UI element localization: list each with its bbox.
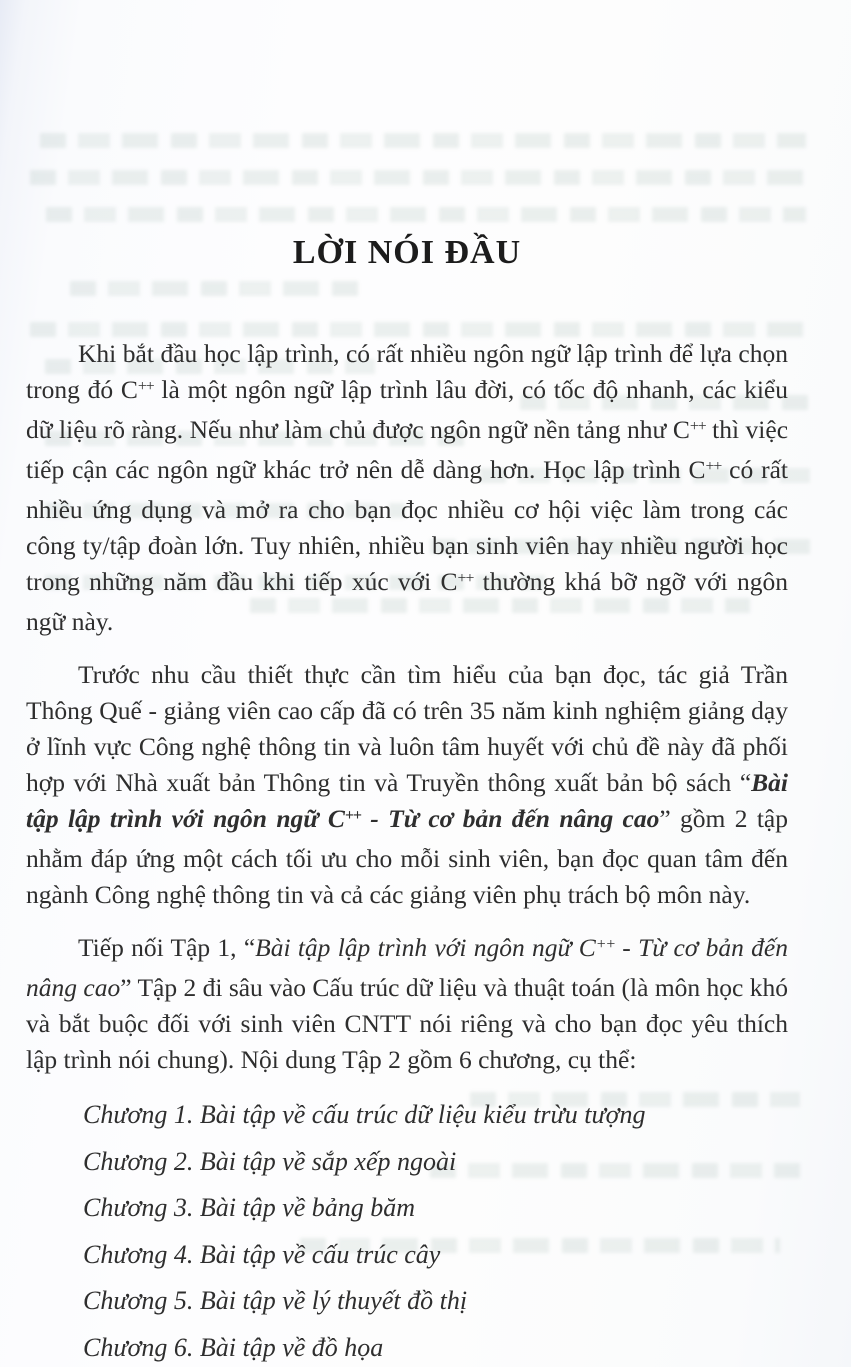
chapter-item: Chương 4. Bài tập về cấu trúc cây [83, 1239, 441, 1269]
chapter-item: Chương 3. Bài tập về bảng băm [83, 1193, 416, 1222]
chapter-list [26, 1092, 788, 1367]
chapter-item: Chương 2. Bài tập về sắp xếp ngoài [83, 1146, 457, 1176]
page-content [26, 0, 788, 1367]
page-title: LỜI NÓI ĐẦU [292, 234, 522, 271]
chapter-item: Chương 5. Bài tập về lý thuyết đồ thị [83, 1286, 468, 1315]
paragraph-intro-cpp: Khi bắt đầu học lập trình, có rất nhiều ngôn ngữ lập trình để lựa chọn trong đó C++ là một ngôn ngữ lập trình lâu đời, có tốc độ nhanh, các kiểu dữ liệu rõ ràng. Nếu như làm chủ được ngôn ngữ nền tảng như C++ thì việc tiếp cận các ngôn ngữ khác trở nên dễ dàng hơn. Học lập trình C++ có rất nhiều ứng dụng và mở ra cho bạn đọc nhiều cơ hội việc làm trong các công ty/tập đoàn lớn. Tuy nhiên, nhiều bạn sinh viên hay nhiều người học trong những năm đầu khi tiếp xúc với C++ thường khá bỡ ngỡ với ngôn ngữ này. [26, 339, 789, 636]
paragraph-author-series: Trước nhu cầu thiết thực cần tìm hiểu của bạn đọc, tác giả Trần Thông Quế - giảng viên cao cấp đã có trên 35 năm kinh nghiệm giảng dạy ở lĩnh vực Công nghệ thông tin và luôn tâm huyết với chủ đề này đã phối hợp với Nhà xuất bản Thông tin và Truyền thông xuất bản bộ sách “Bài tập lập trình với ngôn ngữ C++ - Từ cơ bản đến nâng cao” gồm 2 tập nhằm đáp ứng một cách tối ưu cho mỗi sinh viên, bạn đọc quan tâm đến ngành Công nghệ thông tin và cả các giảng viên phụ trách bộ môn này. [26, 660, 788, 909]
paragraph-volume2-overview: Tiếp nối Tập 1, “Bài tập lập trình với ngôn ngữ C++ - Từ cơ bản đến nâng cao” Tập 2 đi sâu vào Cấu trúc dữ liệu và thuật toán (là môn học khó và bắt buộc đối với sinh viên CNTT nói riêng và cho bạn đọc yêu thích lập trình nói chung). Nội dung Tập 2 gồm 6 chương, cụ thể: [26, 933, 788, 1074]
chapter-item: Chương 6. Bài tập về đồ họa [83, 1332, 384, 1362]
chapter-item: Chương 1. Bài tập về cấu trúc dữ liệu kiểu trừu tượng [83, 1100, 646, 1129]
